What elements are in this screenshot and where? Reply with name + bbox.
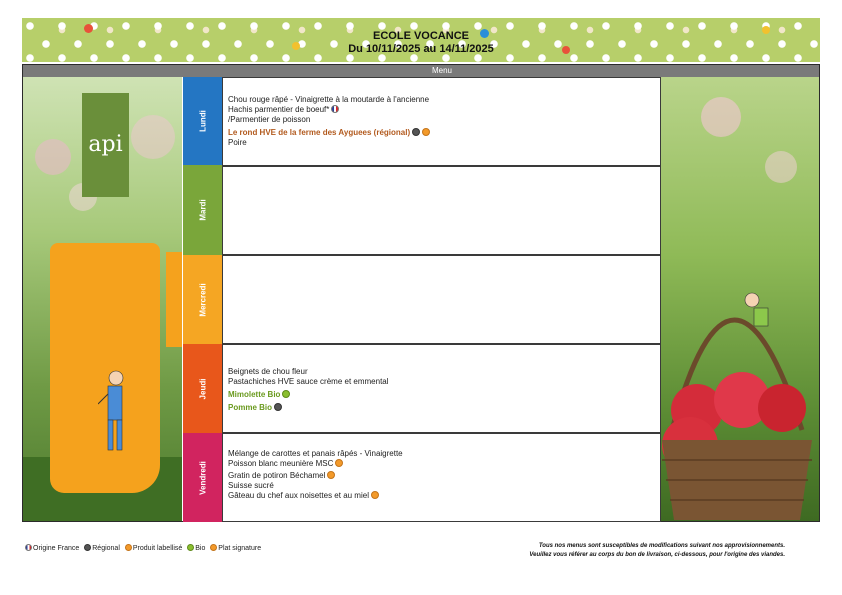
menu-cell-vendredi — [222, 433, 661, 522]
menu-item: Suisse sucré — [228, 481, 274, 490]
plat-signature-icon — [327, 471, 335, 479]
menu-item: Mimolette Bio — [228, 390, 660, 400]
orange-boot-illustration-2 — [166, 252, 182, 347]
bio-icon — [282, 390, 290, 398]
menu-item: Gratin de potiron Béchamel — [228, 471, 660, 481]
apple-basket-illustration — [662, 230, 812, 520]
produit-labellise-icon — [422, 128, 430, 136]
menu-item: Poisson blanc meunière MSC — [228, 459, 660, 469]
api-logo: api — [82, 93, 129, 197]
disclaimer-note: Tous nos menus sont susceptibles de modifications suivant nos approvisionnements. Veuillez vous référer au corps du bon de livraison, ci-dessous, pour l'origine des viandes. — [529, 543, 785, 558]
menu-cell-jeudi — [222, 344, 661, 433]
menu-cell-mercredi — [222, 255, 661, 344]
page-title — [0, 30, 842, 56]
menu-cell-mardi — [222, 166, 661, 255]
school-name: ECOLE VOCANCE — [373, 30, 469, 42]
day-label-vendredi: Vendredi — [183, 433, 222, 522]
date-range: Du 10/11/2025 au 14/11/2025 — [348, 43, 494, 55]
menu-item: Le rond HVE de la ferme des Ayguees (régional) — [228, 128, 660, 138]
gardener-kid-illustration — [98, 368, 128, 458]
menu-item: Pomme Bio — [228, 403, 660, 413]
menu-item: Chou rouge râpé - Vinaigrette à la moutarde à l'ancienne — [228, 95, 430, 104]
plat-signature-icon — [210, 544, 217, 551]
menu-item: Gâteau du chef aux noisettes et au miel — [228, 491, 660, 501]
menu-item: Beignets de chou fleur — [228, 367, 308, 376]
day-label-mardi: Mardi — [183, 165, 222, 255]
menu-item: /Parmentier de poisson — [228, 115, 311, 124]
day-label-jeudi: Jeudi — [183, 344, 222, 433]
origine-france-icon — [331, 105, 339, 113]
icon-legend: Origine France Régional Produit labellisé Bio Plat signature — [22, 544, 261, 552]
menu-item: Mélange de carottes et panais râpés - Vinaigrette — [228, 449, 403, 458]
regional-icon — [274, 403, 282, 411]
regional-icon — [84, 544, 91, 551]
produit-labellise-icon — [125, 544, 132, 551]
menu-cell-lundi — [222, 77, 661, 166]
origine-france-icon — [25, 544, 32, 551]
menu-column-header: Menu — [431, 66, 452, 75]
produit-labellise-icon — [335, 459, 343, 467]
bio-icon — [187, 544, 194, 551]
plat-signature-icon — [371, 491, 379, 499]
menu-item: Pastachiches HVE sauce crème et emmental — [228, 377, 389, 386]
menu-item: Poire — [228, 138, 247, 147]
day-label-mercredi: Mercredi — [183, 255, 222, 344]
regional-icon — [412, 128, 420, 136]
menu-item: Hachis parmentier de boeuf* — [228, 105, 660, 115]
day-label-lundi: Lundi — [183, 77, 222, 165]
